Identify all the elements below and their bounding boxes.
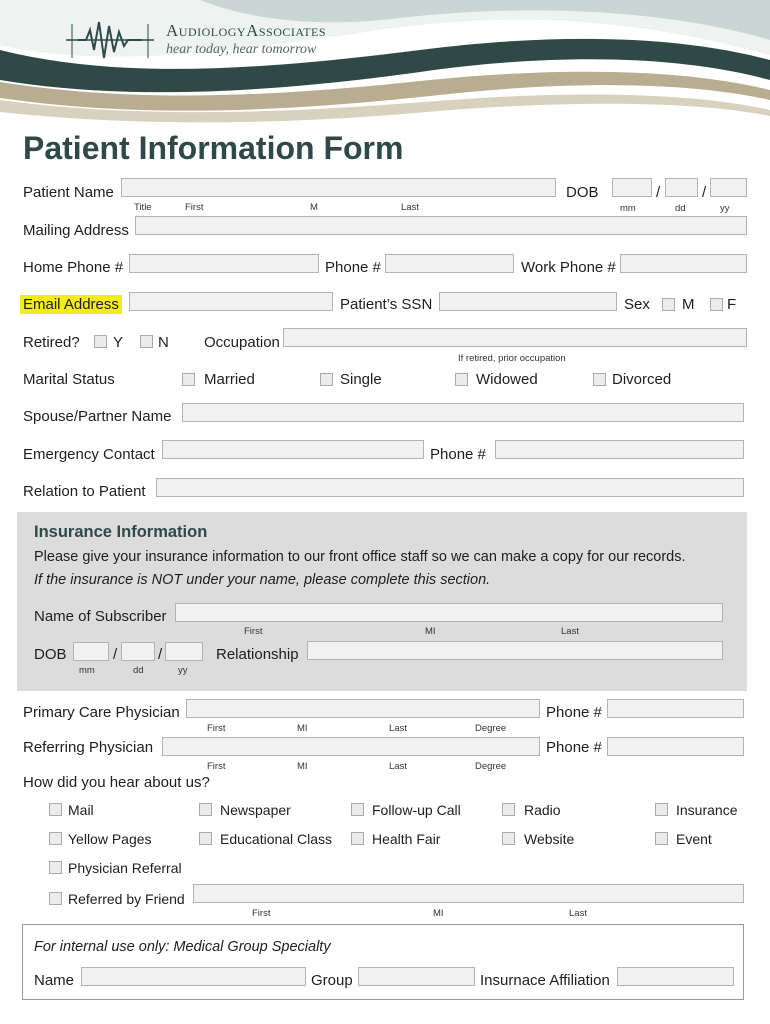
spouse-field[interactable] (182, 403, 744, 422)
marital-status-label: Marital Status (23, 371, 115, 388)
hear-about-question: How did you hear about us? (23, 774, 210, 791)
hear-insurance-checkbox[interactable] (655, 803, 668, 816)
retired-n-checkbox[interactable] (140, 335, 153, 348)
dob-slash-1: / (656, 184, 661, 201)
subscriber-sub-first: First (244, 626, 263, 637)
hear-educational-class-label: Educational Class (220, 831, 333, 847)
name-sub-last: Last (401, 202, 419, 213)
dob-sub-mm: mm (620, 203, 636, 214)
primary-sub-first: First (207, 723, 226, 734)
primary-sub-degree: Degree (475, 723, 507, 734)
internal-group-label: Group (311, 972, 353, 989)
hear-yellow-pages-checkbox[interactable] (49, 832, 62, 845)
friend-sub-mi: MI (433, 908, 444, 919)
internal-use-section (22, 924, 744, 1000)
dob-sub-yy: yy (720, 203, 730, 214)
referring-sub-mi: MI (297, 761, 308, 772)
referring-physician-field[interactable] (162, 737, 540, 756)
friend-sub-first: First (252, 908, 271, 919)
spouse-label: Spouse/Partner Name (23, 408, 172, 425)
hear-referred-friend-checkbox[interactable] (49, 892, 62, 905)
insurance-dob-slash-1: / (113, 646, 118, 663)
emergency-contact-field[interactable] (162, 440, 424, 459)
hear-followup-checkbox[interactable] (351, 803, 364, 816)
insurance-dob-dd-field[interactable] (121, 642, 155, 661)
subscriber-sub-last: Last (561, 626, 579, 637)
hear-radio-label: Radio (524, 802, 561, 818)
hear-health-fair-checkbox[interactable] (351, 832, 364, 845)
marital-single-label: Single (340, 371, 382, 388)
hear-radio-checkbox[interactable] (502, 803, 515, 816)
patient-name-label: Patient Name (23, 184, 114, 201)
retired-n-label: N (158, 334, 169, 351)
hear-health-fair-label: Health Fair (372, 831, 441, 847)
ssn-field[interactable] (439, 292, 617, 311)
dob-yy-field[interactable] (710, 178, 747, 197)
hear-website-checkbox[interactable] (502, 832, 515, 845)
marital-married-checkbox[interactable] (182, 373, 195, 386)
emergency-phone-label: Phone # (430, 446, 486, 463)
primary-sub-mi: MI (297, 723, 308, 734)
mailing-address-field[interactable] (135, 216, 747, 235)
referring-sub-degree: Degree (475, 761, 507, 772)
primary-phone-label: Phone # (546, 704, 602, 721)
hear-mail-checkbox[interactable] (49, 803, 62, 816)
marital-divorced-label: Divorced (612, 371, 672, 388)
marital-divorced-checkbox[interactable] (593, 373, 606, 386)
subscriber-label: Name of Subscriber (34, 608, 167, 625)
dob-label: DOB (566, 184, 599, 201)
logo-tagline: hear today, hear tomorrow (166, 42, 317, 57)
internal-affiliation-field[interactable] (617, 967, 734, 986)
hear-newspaper-label: Newspaper (220, 802, 291, 818)
phone-field[interactable] (385, 254, 514, 273)
insurance-dob-sub-mm: mm (79, 665, 95, 676)
subscriber-sub-mi: MI (425, 626, 436, 637)
sex-m-label: M (682, 296, 695, 313)
insurance-dob-sub-yy: yy (178, 665, 188, 676)
hear-insurance-label: Insurance (676, 802, 738, 818)
patient-name-field[interactable] (121, 178, 556, 197)
insurance-dob-sub-dd: dd (133, 665, 144, 676)
referring-phone-field[interactable] (607, 737, 744, 756)
occupation-field[interactable] (283, 328, 747, 347)
page-title: Patient Information Form (23, 130, 404, 166)
sex-m-checkbox[interactable] (662, 298, 675, 311)
dob-dd-field[interactable] (665, 178, 698, 197)
occupation-note: If retired, prior occupation (458, 353, 566, 364)
mailing-address-label: Mailing Address (23, 222, 129, 239)
internal-use-heading: For internal use only: Medical Group Specialty (34, 939, 331, 955)
referring-phone-label: Phone # (546, 739, 602, 756)
marital-widowed-checkbox[interactable] (455, 373, 468, 386)
internal-name-field[interactable] (81, 967, 306, 986)
hear-mail-label: Mail (68, 802, 94, 818)
referring-physician-label: Referring Physician (23, 739, 154, 756)
work-phone-label: Work Phone # (521, 259, 616, 276)
email-address-label: Email Address (20, 295, 122, 314)
emergency-phone-field[interactable] (495, 440, 744, 459)
hear-yellow-pages-label: Yellow Pages (68, 831, 152, 847)
hear-followup-label: Follow-up Call (372, 802, 461, 818)
marital-widowed-label: Widowed (476, 371, 538, 388)
work-phone-field[interactable] (620, 254, 747, 273)
sex-f-label: F (727, 296, 737, 313)
relation-label: Relation to Patient (23, 483, 146, 500)
retired-label: Retired? (23, 334, 80, 351)
ssn-label: Patient’s SSN (340, 296, 433, 313)
dob-slash-2: / (702, 184, 707, 201)
referring-sub-first: First (207, 761, 226, 772)
insurance-dob-slash-2: / (158, 646, 163, 663)
relationship-label: Relationship (216, 646, 299, 663)
internal-name-label: Name (34, 972, 75, 989)
home-phone-field[interactable] (129, 254, 319, 273)
email-address-field[interactable] (129, 292, 333, 311)
primary-physician-label: Primary Care Physician (23, 704, 180, 721)
relationship-field[interactable] (307, 641, 723, 660)
logo-wordmark: AudiologyAssociates (166, 21, 327, 40)
insurance-dob-mm-field[interactable] (73, 642, 109, 661)
sex-f-checkbox[interactable] (710, 298, 723, 311)
insurance-dob-yy-field[interactable] (165, 642, 203, 661)
sex-label: Sex (624, 296, 650, 313)
occupation-label: Occupation (204, 334, 280, 351)
hear-event-checkbox[interactable] (655, 832, 668, 845)
insurance-note: If the insurance is NOT under your name, please complete this section. (34, 572, 491, 588)
insurance-dob-label: DOB (34, 646, 67, 663)
primary-phone-field[interactable] (607, 699, 744, 718)
hear-physician-referral-checkbox[interactable] (49, 861, 62, 874)
phone-label: Phone # (325, 259, 381, 276)
dob-sub-dd: dd (675, 203, 686, 214)
insurance-heading: Insurance Information (34, 523, 208, 541)
dob-mm-field[interactable] (612, 178, 652, 197)
friend-sub-last: Last (569, 908, 587, 919)
name-sub-middle: M (310, 202, 318, 213)
primary-sub-last: Last (389, 723, 407, 734)
internal-group-field[interactable] (358, 967, 475, 986)
subscriber-field[interactable] (175, 603, 723, 622)
hear-physician-referral-label: Physician Referral (68, 860, 182, 876)
primary-physician-field[interactable] (186, 699, 540, 718)
hear-newspaper-checkbox[interactable] (199, 803, 212, 816)
hear-event-label: Event (676, 831, 712, 847)
home-phone-label: Home Phone # (23, 259, 124, 276)
hear-website-label: Website (524, 831, 575, 847)
retired-y-label: Y (113, 334, 124, 351)
referred-friend-name-field[interactable] (193, 884, 744, 903)
name-sub-first: First (185, 202, 204, 213)
insurance-instructions: Please give your insurance information to our front office staff so we can make a copy for our records. (34, 549, 686, 565)
hear-referred-friend-label: Referred by Friend (68, 891, 185, 907)
hear-educational-class-checkbox[interactable] (199, 832, 212, 845)
internal-affiliation-label: Insurnace Affiliation (480, 972, 610, 989)
marital-married-label: Married (204, 371, 255, 388)
referring-sub-last: Last (389, 761, 407, 772)
retired-y-checkbox[interactable] (94, 335, 107, 348)
email-label-wrap (20, 296, 122, 314)
name-sub-title: Title (134, 202, 152, 213)
emergency-contact-label: Emergency Contact (23, 446, 155, 463)
marital-single-checkbox[interactable] (320, 373, 333, 386)
logo-mark (66, 18, 154, 62)
relation-field[interactable] (156, 478, 744, 497)
